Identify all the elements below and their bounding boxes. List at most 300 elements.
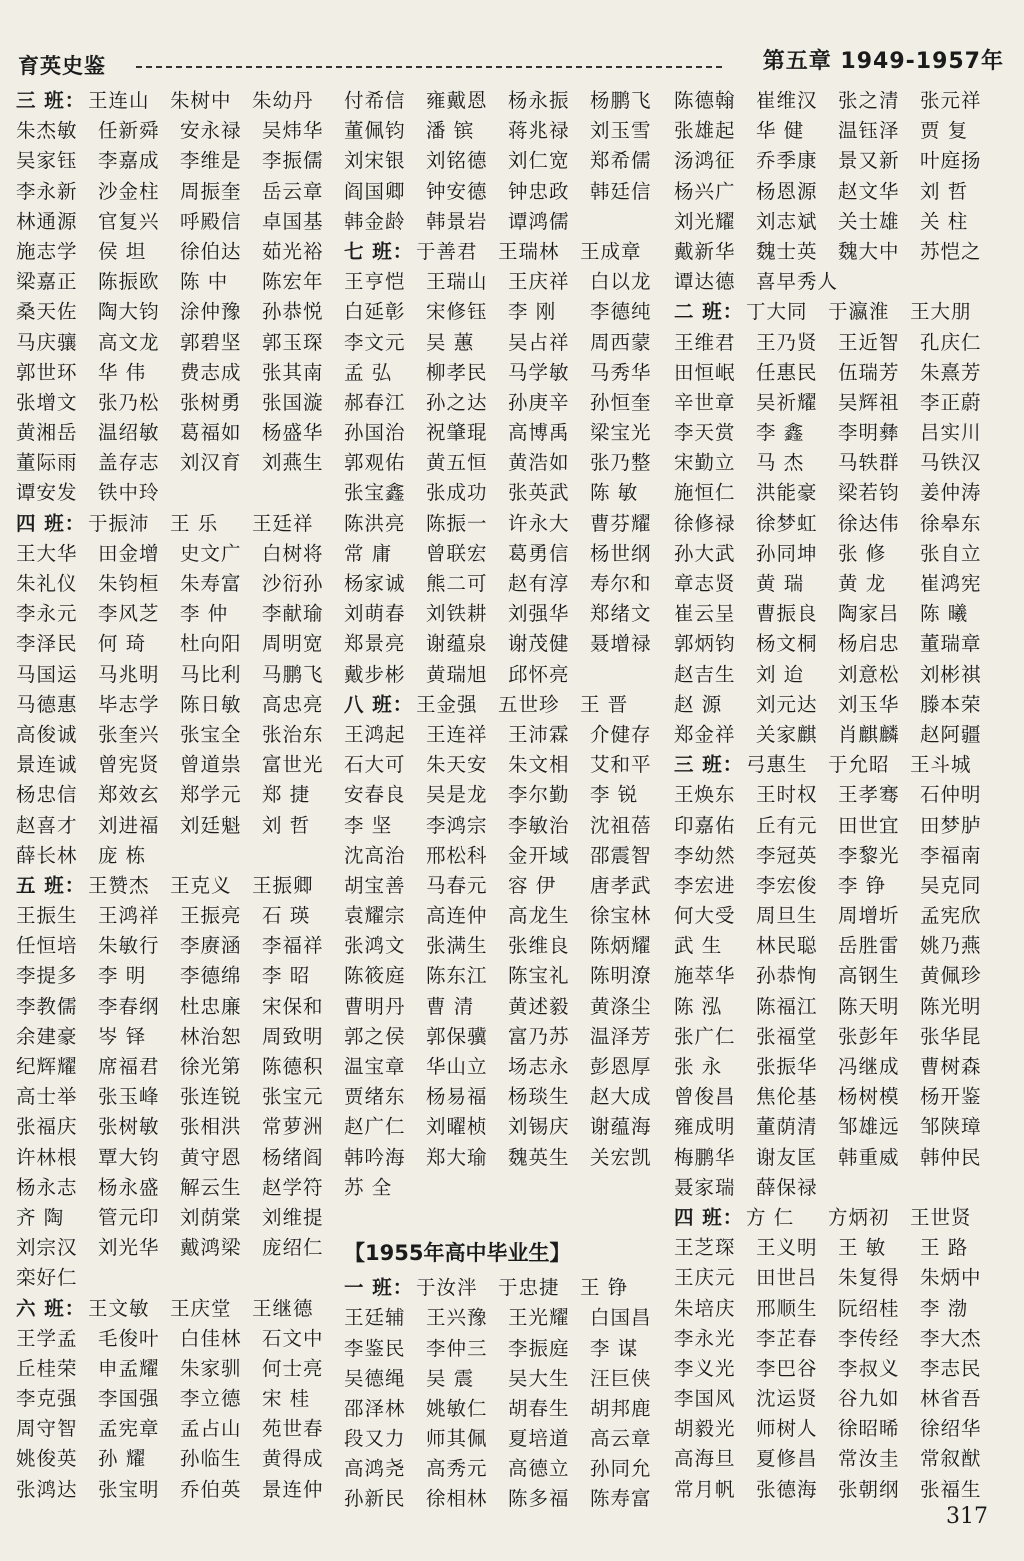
name-row xyxy=(16,207,336,237)
student-name: 张玉峰 xyxy=(98,1085,160,1109)
student-name: 吴家钰 xyxy=(16,149,78,173)
name-column-3 xyxy=(674,86,1004,1505)
student-name: 刘廷魁 xyxy=(180,813,242,837)
student-name: 李芷春 xyxy=(756,1326,818,1350)
name-row xyxy=(674,1203,1004,1233)
name-row xyxy=(344,116,664,146)
student-name: 王乃贤 xyxy=(756,330,818,354)
student-name: 徐宝林 xyxy=(590,904,652,928)
name-row xyxy=(674,146,1004,176)
student-name: 沈高治 xyxy=(344,843,406,867)
name-row xyxy=(16,1143,336,1173)
student-name: 郑绪文 xyxy=(590,602,652,626)
student-name: 李国强 xyxy=(98,1387,160,1411)
student-name: 刘 哲 xyxy=(920,179,969,203)
student-name: 王克义 xyxy=(170,873,232,897)
student-name: 王连祥 xyxy=(426,722,488,746)
student-name: 刘仁宽 xyxy=(508,149,570,173)
student-name: 王沛霖 xyxy=(508,722,570,746)
student-name: 王鸿祥 xyxy=(98,904,160,928)
student-name: 曹明丹 xyxy=(344,994,406,1018)
name-row xyxy=(674,267,1004,297)
name-row xyxy=(674,599,1004,629)
student-name: 邵震智 xyxy=(590,843,652,867)
student-name: 于允昭 xyxy=(828,753,890,777)
student-name: 陈 中 xyxy=(180,270,229,294)
student-name: 白延彰 xyxy=(344,300,406,324)
student-name: 刘汉育 xyxy=(180,451,242,475)
student-name: 曹振良 xyxy=(756,602,818,626)
student-name: 黄瑞旭 xyxy=(426,662,488,686)
name-row xyxy=(674,1354,1004,1384)
student-name: 白树将 xyxy=(262,541,324,565)
student-name: 朱寿富 xyxy=(180,572,242,595)
name-row xyxy=(344,931,664,961)
student-name: 桑天佐 xyxy=(16,300,78,324)
student-name: 郑金祥 xyxy=(674,722,736,746)
name-row xyxy=(16,1022,336,1052)
student-name: 朱培庆 xyxy=(674,1296,736,1320)
student-name: 艾和平 xyxy=(590,753,652,777)
student-name: 张宝元 xyxy=(262,1085,324,1109)
student-name: 曾宪贤 xyxy=(98,753,160,777)
student-name: 杨树模 xyxy=(838,1085,900,1109)
page-header xyxy=(18,44,1004,80)
student-name: 魏大中 xyxy=(838,239,900,263)
student-name: 吴炜华 xyxy=(262,119,324,143)
name-row xyxy=(344,841,664,871)
student-name: 吴克同 xyxy=(920,873,982,897)
student-name: 郑学元 xyxy=(180,783,242,807)
student-name: 关士雄 xyxy=(838,209,900,233)
student-name: 李德纯 xyxy=(590,300,652,324)
student-name: 赵吉生 xyxy=(674,662,736,686)
student-name: 王斗城 xyxy=(910,753,972,777)
student-name: 吴祈耀 xyxy=(756,390,818,414)
student-name: 黄浩如 xyxy=(508,451,570,475)
student-name: 董佩钧 xyxy=(344,119,406,143)
class-label: 七 班： xyxy=(344,239,414,263)
name-row xyxy=(16,961,336,991)
student-name: 刘燕生 xyxy=(262,451,324,475)
student-name: 刘 哲 xyxy=(262,813,311,837)
student-name: 寿尔和 xyxy=(590,572,652,595)
student-name: 张鸿文 xyxy=(344,934,406,958)
student-name: 李赓涵 xyxy=(180,934,242,958)
student-name: 高德立 xyxy=(508,1457,570,1481)
student-name: 李永新 xyxy=(16,179,78,203)
student-name: 张宝鑫 xyxy=(344,481,406,505)
student-name: 吴 蕙 xyxy=(426,330,475,354)
name-row xyxy=(344,1173,664,1203)
student-name: 王继德 xyxy=(252,1296,314,1320)
class-label: 二 班： xyxy=(674,300,744,324)
student-name: 郭碧坚 xyxy=(180,330,242,354)
name-row xyxy=(16,388,336,418)
student-name: 黄守恩 xyxy=(180,1145,242,1169)
student-name: 梁宝光 xyxy=(590,421,652,445)
student-name: 何 琦 xyxy=(98,632,147,656)
name-row xyxy=(344,478,664,508)
name-row xyxy=(674,1233,1004,1263)
student-name: 李克强 xyxy=(16,1387,78,1411)
student-name: 纪辉耀 xyxy=(16,1055,78,1078)
student-name: 栾好仁 xyxy=(16,1266,78,1290)
name-row xyxy=(16,116,336,146)
student-name: 王庆祥 xyxy=(508,270,570,294)
student-name: 郝春江 xyxy=(344,390,406,414)
student-name: 李春纲 xyxy=(98,994,160,1018)
student-name: 杨永盛 xyxy=(98,1175,160,1199)
student-name: 李福祥 xyxy=(262,934,324,958)
student-name: 董际雨 xyxy=(16,451,78,475)
page-number: 317 xyxy=(946,1504,988,1529)
student-name: 夏修昌 xyxy=(756,1447,818,1471)
student-name: 吴大生 xyxy=(508,1366,570,1390)
student-name: 王瑞山 xyxy=(426,270,488,294)
student-name: 刘宗汉 xyxy=(16,1236,78,1260)
name-row xyxy=(674,690,1004,720)
student-name: 呼殿信 xyxy=(180,209,242,233)
student-name: 赵广仁 xyxy=(344,1115,406,1139)
student-name: 宋勤立 xyxy=(674,451,736,475)
name-row xyxy=(674,509,1004,539)
student-name: 五世珍 xyxy=(498,692,560,716)
student-name: 王亨恺 xyxy=(344,270,406,294)
student-name: 徐相林 xyxy=(426,1487,488,1511)
student-name: 郭世环 xyxy=(16,360,78,384)
student-name: 杨盛华 xyxy=(262,421,324,445)
student-name: 吴辉祖 xyxy=(838,390,900,414)
student-name: 任惠民 xyxy=(756,360,818,384)
name-row xyxy=(344,1484,664,1514)
student-name: 郑 捷 xyxy=(262,783,311,807)
student-name: 沙衍孙 xyxy=(262,572,324,595)
student-name: 岳云章 xyxy=(262,179,324,203)
student-name: 王维君 xyxy=(674,330,736,354)
student-name: 陈振一 xyxy=(426,511,488,535)
student-name: 王 铮 xyxy=(580,1276,629,1300)
student-name: 王庆元 xyxy=(674,1266,736,1290)
student-name: 曾联宏 xyxy=(426,541,488,565)
name-row xyxy=(344,811,664,841)
student-name: 谢蕴海 xyxy=(590,1115,652,1139)
student-name: 张相洪 xyxy=(180,1115,242,1139)
student-name: 徐光第 xyxy=(180,1055,242,1078)
name-row xyxy=(674,237,1004,267)
student-name: 乔伯英 xyxy=(180,1477,242,1501)
class-label: 五 班： xyxy=(16,873,86,897)
name-row xyxy=(344,1052,664,1082)
name-column-1 xyxy=(16,86,336,1505)
student-name: 刘强华 xyxy=(508,602,570,626)
name-row xyxy=(344,418,664,448)
student-name: 陈福江 xyxy=(756,994,818,1018)
student-name: 聂增禄 xyxy=(590,632,652,656)
student-name: 陈德积 xyxy=(262,1055,324,1078)
student-name: 叶庭扬 xyxy=(920,149,982,173)
student-name: 田恒岷 xyxy=(674,360,736,384)
student-name: 周致明 xyxy=(262,1024,324,1048)
name-row xyxy=(16,358,336,388)
student-name: 盖存志 xyxy=(98,451,160,475)
student-name: 韩仲民 xyxy=(920,1145,982,1169)
student-name: 刘宋银 xyxy=(344,149,406,173)
name-row xyxy=(674,660,1004,690)
student-name: 梅鹏华 xyxy=(674,1145,736,1169)
student-name: 张自立 xyxy=(920,541,982,565)
name-row xyxy=(674,1414,1004,1444)
student-name: 岑 铎 xyxy=(98,1024,147,1048)
student-name: 汤鸿征 xyxy=(674,149,736,173)
student-name: 张福生 xyxy=(920,1477,982,1501)
student-name: 沙金柱 xyxy=(98,179,160,203)
student-name: 吴 震 xyxy=(426,1366,475,1390)
student-name: 朱复得 xyxy=(838,1266,900,1290)
student-name: 孙恒奎 xyxy=(590,390,652,414)
name-row xyxy=(674,961,1004,991)
student-name: 葛勇信 xyxy=(508,541,570,565)
student-name: 陶大钧 xyxy=(98,300,160,324)
name-row xyxy=(16,86,336,116)
student-name: 解云生 xyxy=(180,1175,242,1199)
student-name: 李嘉成 xyxy=(98,149,160,173)
name-row xyxy=(16,328,336,358)
name-row xyxy=(674,328,1004,358)
student-name: 赵有淳 xyxy=(508,572,570,595)
student-name: 李 铮 xyxy=(838,873,887,897)
student-name: 余建豪 xyxy=(16,1024,78,1048)
student-name: 李 渤 xyxy=(920,1296,969,1320)
student-name: 关家麒 xyxy=(756,722,818,746)
student-name: 董荫清 xyxy=(756,1115,818,1139)
student-name: 华 伟 xyxy=(98,360,147,384)
student-name: 邱怀亮 xyxy=(508,662,570,686)
student-name: 王 敏 xyxy=(838,1236,887,1260)
name-row xyxy=(16,237,336,267)
student-name: 张乃整 xyxy=(590,451,652,475)
student-name: 李尔勤 xyxy=(508,783,570,807)
name-row xyxy=(344,660,664,690)
student-name: 刘玉雪 xyxy=(590,119,652,143)
name-row xyxy=(674,1294,1004,1324)
name-row xyxy=(674,86,1004,116)
student-name: 张振华 xyxy=(756,1055,818,1078)
student-name: 钟安德 xyxy=(426,179,488,203)
student-name: 张树敏 xyxy=(98,1115,160,1139)
name-row xyxy=(674,992,1004,1022)
student-name: 彭恩厚 xyxy=(590,1055,652,1078)
student-name: 杨永振 xyxy=(508,89,570,112)
student-name: 王时权 xyxy=(756,783,818,807)
student-name: 马学敏 xyxy=(508,360,570,384)
student-name: 姚俊英 xyxy=(16,1447,78,1471)
student-name: 赵大成 xyxy=(590,1085,652,1109)
student-name: 林民聪 xyxy=(756,934,818,958)
student-name: 弓惠生 xyxy=(746,753,808,777)
student-name: 马庆骧 xyxy=(16,330,78,354)
name-row xyxy=(344,207,664,237)
student-name: 郭观佑 xyxy=(344,451,406,475)
student-name: 高文龙 xyxy=(98,330,160,354)
student-name: 毛俊叶 xyxy=(98,1326,160,1350)
student-name: 辛世章 xyxy=(674,390,736,414)
name-row xyxy=(674,1082,1004,1112)
student-name: 毕志学 xyxy=(98,692,160,716)
name-row xyxy=(344,629,664,659)
student-name: 刘荫棠 xyxy=(180,1205,242,1229)
student-name: 郭玉琛 xyxy=(262,330,324,354)
student-name: 场志永 xyxy=(508,1055,570,1078)
student-name: 张广仁 xyxy=(674,1024,736,1048)
student-name: 苑世春 xyxy=(262,1417,324,1441)
name-row xyxy=(344,1273,664,1303)
student-name: 薛保禄 xyxy=(756,1175,818,1199)
name-row xyxy=(344,1394,664,1424)
student-name: 吴是龙 xyxy=(426,783,488,807)
student-name: 宋 桂 xyxy=(262,1387,311,1411)
student-name: 陈东江 xyxy=(426,964,488,988)
student-name: 蒋兆禄 xyxy=(508,119,570,143)
student-name: 景又新 xyxy=(838,149,900,173)
name-row xyxy=(16,448,336,478)
student-name: 刘 迨 xyxy=(756,662,805,686)
student-name: 张维良 xyxy=(508,934,570,958)
student-name: 王鸿起 xyxy=(344,722,406,746)
student-name: 李幼然 xyxy=(674,843,736,867)
student-name: 吴占祥 xyxy=(508,330,570,354)
student-name: 方炳初 xyxy=(828,1205,890,1229)
student-name: 张奎兴 xyxy=(98,722,160,746)
student-name: 李维是 xyxy=(180,149,242,173)
student-name: 马秀华 xyxy=(590,360,652,384)
student-name: 陈宏年 xyxy=(262,270,324,294)
student-name: 郑效玄 xyxy=(98,783,160,807)
student-name: 田金增 xyxy=(98,541,160,565)
student-name: 费志成 xyxy=(180,360,242,384)
student-name: 李国风 xyxy=(674,1387,736,1411)
student-name: 贾绪东 xyxy=(344,1085,406,1109)
student-name: 白佳林 xyxy=(180,1326,242,1350)
name-row xyxy=(344,1203,664,1233)
student-name: 刘玉华 xyxy=(838,692,900,716)
student-name: 杨家诚 xyxy=(344,572,406,595)
student-name: 张乃松 xyxy=(98,390,160,414)
name-row xyxy=(674,901,1004,931)
name-row xyxy=(674,750,1004,780)
student-name: 杨鹏飞 xyxy=(590,89,652,112)
student-name: 张鸿达 xyxy=(16,1477,78,1501)
student-name: 李永光 xyxy=(674,1326,736,1350)
student-name: 刘维提 xyxy=(262,1205,324,1229)
student-name: 施萃华 xyxy=(674,964,736,988)
student-name: 胡毅光 xyxy=(674,1417,736,1441)
student-name: 孙同允 xyxy=(590,1457,652,1481)
student-name: 魏士英 xyxy=(756,239,818,263)
student-name: 高秀元 xyxy=(426,1457,488,1481)
student-name: 刘意松 xyxy=(838,662,900,686)
student-name: 冯继成 xyxy=(838,1055,900,1078)
student-name: 李黎光 xyxy=(838,843,900,867)
student-name: 周旦生 xyxy=(756,904,818,928)
student-name: 刘铭德 xyxy=(426,149,488,173)
student-name: 王庆堂 xyxy=(170,1296,232,1320)
name-row xyxy=(344,1364,664,1394)
student-name: 孙国治 xyxy=(344,421,406,445)
student-name: 孙新民 xyxy=(344,1487,406,1511)
name-row xyxy=(16,599,336,629)
student-name: 许永大 xyxy=(508,511,570,535)
student-name: 李献瑜 xyxy=(262,602,324,626)
student-name: 杨启忠 xyxy=(838,632,900,656)
student-name: 朱天安 xyxy=(426,753,488,777)
student-name: 吕实川 xyxy=(920,421,982,445)
student-name: 段又力 xyxy=(344,1427,406,1451)
student-name: 杨易福 xyxy=(426,1085,488,1109)
student-name: 涂仲豫 xyxy=(180,300,242,324)
student-name: 孙庚辛 xyxy=(508,390,570,414)
student-name: 陈日敏 xyxy=(180,692,242,716)
name-row xyxy=(674,1173,1004,1203)
student-name: 夏培道 xyxy=(508,1427,570,1451)
student-name: 沈祖蓓 xyxy=(590,813,652,837)
student-name: 施志学 xyxy=(16,239,78,263)
name-row xyxy=(16,1384,336,1414)
student-name: 曹 清 xyxy=(426,994,475,1018)
student-name: 常 庸 xyxy=(344,541,393,565)
student-name: 石文中 xyxy=(262,1326,324,1350)
student-name: 张朝纲 xyxy=(838,1477,900,1501)
student-name: 孟宪欣 xyxy=(920,904,982,928)
student-name: 李大杰 xyxy=(920,1326,982,1350)
class-label: 三 班： xyxy=(16,89,86,112)
name-row xyxy=(674,1112,1004,1142)
student-name: 杜忠廉 xyxy=(180,994,242,1018)
name-row xyxy=(16,1203,336,1233)
name-row xyxy=(674,841,1004,871)
student-name: 高博禹 xyxy=(508,421,570,445)
student-name: 陈 敏 xyxy=(590,481,639,505)
name-row xyxy=(674,448,1004,478)
student-name: 侯 坦 xyxy=(98,239,147,263)
name-row xyxy=(674,1384,1004,1414)
student-name: 陈炳耀 xyxy=(590,934,652,958)
student-name: 李振儒 xyxy=(262,149,324,173)
student-name: 曹树森 xyxy=(920,1055,982,1078)
student-name: 马铁汉 xyxy=(920,451,982,475)
student-name: 李 坚 xyxy=(344,813,393,837)
name-row xyxy=(16,811,336,841)
section-title: 【1955年高中毕业生】 xyxy=(344,1241,571,1266)
student-name: 李 谋 xyxy=(590,1336,639,1360)
student-name: 郭之侯 xyxy=(344,1024,406,1048)
student-name: 史文广 xyxy=(180,541,242,565)
student-name: 郭炳钧 xyxy=(674,632,736,656)
student-name: 李 明 xyxy=(98,964,147,988)
student-name: 庞 栋 xyxy=(98,843,147,867)
student-name: 李 锐 xyxy=(590,783,639,807)
student-name: 任新舜 xyxy=(98,119,160,143)
name-row xyxy=(16,267,336,297)
student-name: 陈德翰 xyxy=(674,89,736,112)
name-row xyxy=(674,720,1004,750)
student-name: 马春元 xyxy=(426,873,488,897)
student-name: 王光耀 xyxy=(508,1306,570,1330)
student-name: 谷九如 xyxy=(838,1387,900,1411)
student-name: 乔季康 xyxy=(756,149,818,173)
name-row xyxy=(16,1294,336,1324)
student-name: 吴德绳 xyxy=(344,1366,406,1390)
